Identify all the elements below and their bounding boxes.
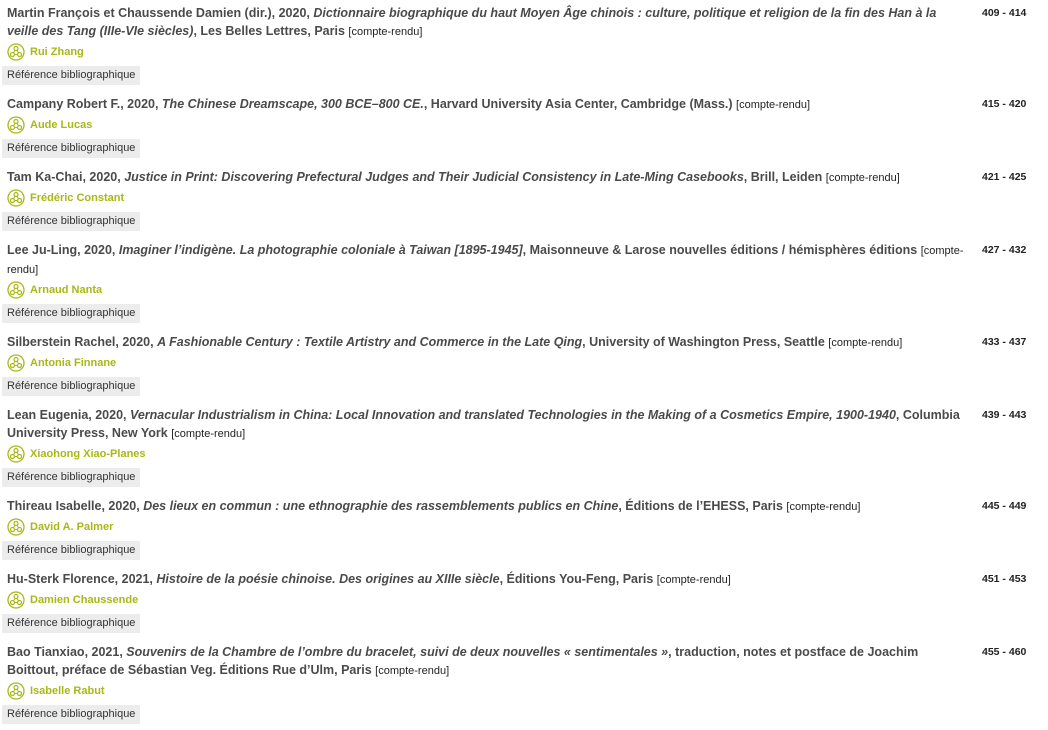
- review-entry: [0, 164, 1048, 237]
- bibliographic-reference-button[interactable]: Référence bibliographique: [2, 468, 140, 487]
- reviewer-name-link[interactable]: Antonia Finnane: [30, 357, 117, 369]
- review-entry: [0, 0, 1048, 91]
- review-entry: [0, 237, 1048, 329]
- entry-pages: 439 - 443: [982, 409, 1027, 421]
- entry-publisher[interactable]: , Éditions de l’EHESS, Paris: [618, 499, 787, 513]
- entry-work-title[interactable]: Imaginer l’indigène. La photographie coloniale à Taiwan [1895-1945]: [118, 243, 523, 257]
- review-entry: [0, 329, 1048, 402]
- entry-author[interactable]: Campany Robert F., 2020,: [7, 97, 162, 111]
- reviewer-row: [7, 681, 1048, 701]
- reviewer-name-link[interactable]: Arnaud Nanta: [30, 284, 103, 296]
- entry-pages: 427 - 432: [982, 244, 1027, 256]
- entry-author[interactable]: Silberstein Rachel, 2020,: [7, 335, 158, 349]
- reviewer-name-link[interactable]: Rui Zhang: [30, 46, 84, 58]
- entry-author[interactable]: Martin François et Chaussende Damien (dir.), 2020,: [7, 6, 314, 20]
- entry-title[interactable]: [7, 168, 967, 187]
- reviewer-network-icon: [7, 281, 25, 299]
- bibliographic-reference-button[interactable]: Référence bibliographique: [2, 614, 140, 633]
- reviewer-name-link[interactable]: Xiaohong Xiao-Planes: [30, 448, 146, 460]
- entry-author[interactable]: Thireau Isabelle, 2020,: [7, 499, 144, 513]
- bibliographic-reference-button[interactable]: Référence bibliographique: [2, 66, 140, 85]
- entry-publisher[interactable]: , Harvard University Asia Center, Cambridge (Mass.): [423, 97, 737, 111]
- reviewer-name-link[interactable]: Frédéric Constant: [30, 192, 125, 204]
- entry-type-tag: [compte-rendu]: [375, 665, 450, 677]
- bibliographic-reference-button[interactable]: Référence bibliographique: [2, 705, 140, 724]
- entry-publisher[interactable]: , Éditions You-Feng, Paris: [499, 572, 657, 586]
- entry-pages: 445 - 449: [982, 500, 1027, 512]
- entry-work-title[interactable]: Des lieux en commun : une ethnographie des rassemblements publics en Chine: [143, 499, 619, 513]
- review-entry: [0, 566, 1048, 639]
- entry-author[interactable]: Bao Tianxiao, 2021,: [7, 645, 127, 659]
- reviewer-name-link[interactable]: Isabelle Rabut: [30, 685, 105, 697]
- entry-title[interactable]: [7, 570, 967, 589]
- entry-title[interactable]: [7, 95, 967, 114]
- entry-work-title[interactable]: Souvenirs de la Chambre de l’ombre du bracelet, suivi de deux nouvelles « sentimentales »: [126, 645, 669, 659]
- entry-pages: 451 - 453: [982, 573, 1027, 585]
- reviewer-row: [7, 42, 1048, 62]
- reviewer-row: [7, 280, 1048, 300]
- entry-pages: 409 - 414: [982, 7, 1027, 19]
- bibliographic-reference-button[interactable]: Référence bibliographique: [2, 139, 140, 158]
- entry-type-tag: [compte-rendu]: [656, 574, 731, 586]
- entry-work-title[interactable]: Justice in Print: Discovering Prefectural Judges and Their Judicial Consistency in Late-Ming Casebooks: [124, 170, 744, 184]
- reviewer-network-icon: [7, 354, 25, 372]
- entry-type-tag: [compte-rendu]: [825, 172, 900, 184]
- reviewer-row: [7, 188, 1048, 208]
- entry-publisher[interactable]: , Les Belles Lettres, Paris: [193, 24, 349, 38]
- entry-author[interactable]: Lean Eugenia, 2020,: [7, 408, 130, 422]
- review-entry: [0, 639, 1048, 730]
- reviewer-network-icon: [7, 518, 25, 536]
- entry-pages: 455 - 460: [982, 646, 1027, 658]
- entry-title[interactable]: [7, 241, 967, 279]
- reviewer-row: [7, 115, 1048, 135]
- reviewer-network-icon: [7, 116, 25, 134]
- bibliographic-reference-button[interactable]: Référence bibliographique: [2, 304, 140, 323]
- entry-title[interactable]: [7, 643, 967, 680]
- entry-publisher[interactable]: , traduction, notes et postface de Joachim Boittout, préface de Sébastian Veg. Éditions Rue d’Ulm, Paris: [7, 645, 919, 677]
- reviewer-row: [7, 353, 1048, 373]
- entry-title[interactable]: [7, 406, 967, 443]
- entry-author[interactable]: Tam Ka-Chai, 2020,: [7, 170, 125, 184]
- reviewer-network-icon: [7, 43, 25, 61]
- entry-author[interactable]: Hu-Sterk Florence, 2021,: [7, 572, 157, 586]
- reviewer-name-link[interactable]: David A. Palmer: [30, 521, 114, 533]
- entry-publisher[interactable]: , University of Washington Press, Seattle: [582, 335, 829, 349]
- entry-author[interactable]: Lee Ju-Ling, 2020,: [7, 243, 119, 257]
- entry-pages: 421 - 425: [982, 171, 1027, 183]
- review-entry: [0, 91, 1048, 164]
- entry-type-tag: [compte-rendu]: [171, 428, 246, 440]
- entry-title[interactable]: [7, 497, 967, 516]
- reviewer-network-icon: [7, 445, 25, 463]
- reviewer-row: [7, 517, 1048, 537]
- entry-work-title[interactable]: Dictionnaire biographique du haut Moyen Âge chinois : culture, politique et religion de la fin des Han à la veille des Tang (IIIe-VIe siècles): [7, 6, 937, 38]
- bibliographic-reference-button[interactable]: Référence bibliographique: [2, 541, 140, 560]
- entry-type-tag: [compte-rendu]: [828, 337, 903, 349]
- reviewer-row: [7, 590, 1048, 610]
- reviewer-network-icon: [7, 591, 25, 609]
- bibliographic-reference-button[interactable]: Référence bibliographique: [2, 377, 140, 396]
- entry-publisher[interactable]: , Maisonneuve & Larose nouvelles éditions / hémisphères éditions: [522, 243, 921, 257]
- reviewer-network-icon: [7, 189, 25, 207]
- reviewer-name-link[interactable]: Damien Chaussende: [30, 594, 139, 606]
- entry-work-title[interactable]: The Chinese Dreamscape, 300 BCE–800 CE.: [161, 97, 424, 111]
- entry-type-tag: [compte-rendu]: [7, 245, 964, 276]
- entry-work-title[interactable]: A Fashionable Century : Textile Artistry and Commerce in the Late Qing: [157, 335, 583, 349]
- entry-work-title[interactable]: Vernacular Industrialism in China: Local Innovation and translated Technologies in the Making of a Cosmetics Empire, 1900-1940: [129, 408, 896, 422]
- entry-publisher[interactable]: , Columbia University Press, New York: [7, 408, 960, 440]
- reviewer-name-link[interactable]: Aude Lucas: [30, 119, 93, 131]
- reviewer-row: [7, 444, 1048, 464]
- entry-publisher[interactable]: , Brill, Leiden: [743, 170, 826, 184]
- review-entry: [0, 402, 1048, 493]
- entry-title[interactable]: [7, 4, 967, 41]
- entry-type-tag: [compte-rendu]: [736, 99, 810, 111]
- reviewer-network-icon: [7, 682, 25, 700]
- entry-pages: 415 - 420: [982, 98, 1027, 110]
- entry-type-tag: [compte-rendu]: [786, 501, 861, 513]
- bibliographic-reference-button[interactable]: Référence bibliographique: [2, 212, 140, 231]
- entry-title[interactable]: [7, 333, 967, 352]
- review-entry: [0, 493, 1048, 566]
- entry-pages: 433 - 437: [982, 336, 1027, 348]
- entry-type-tag: [compte-rendu]: [348, 26, 423, 38]
- entry-work-title[interactable]: Histoire de la poésie chinoise. Des origines au XIIIe siècle: [156, 572, 500, 586]
